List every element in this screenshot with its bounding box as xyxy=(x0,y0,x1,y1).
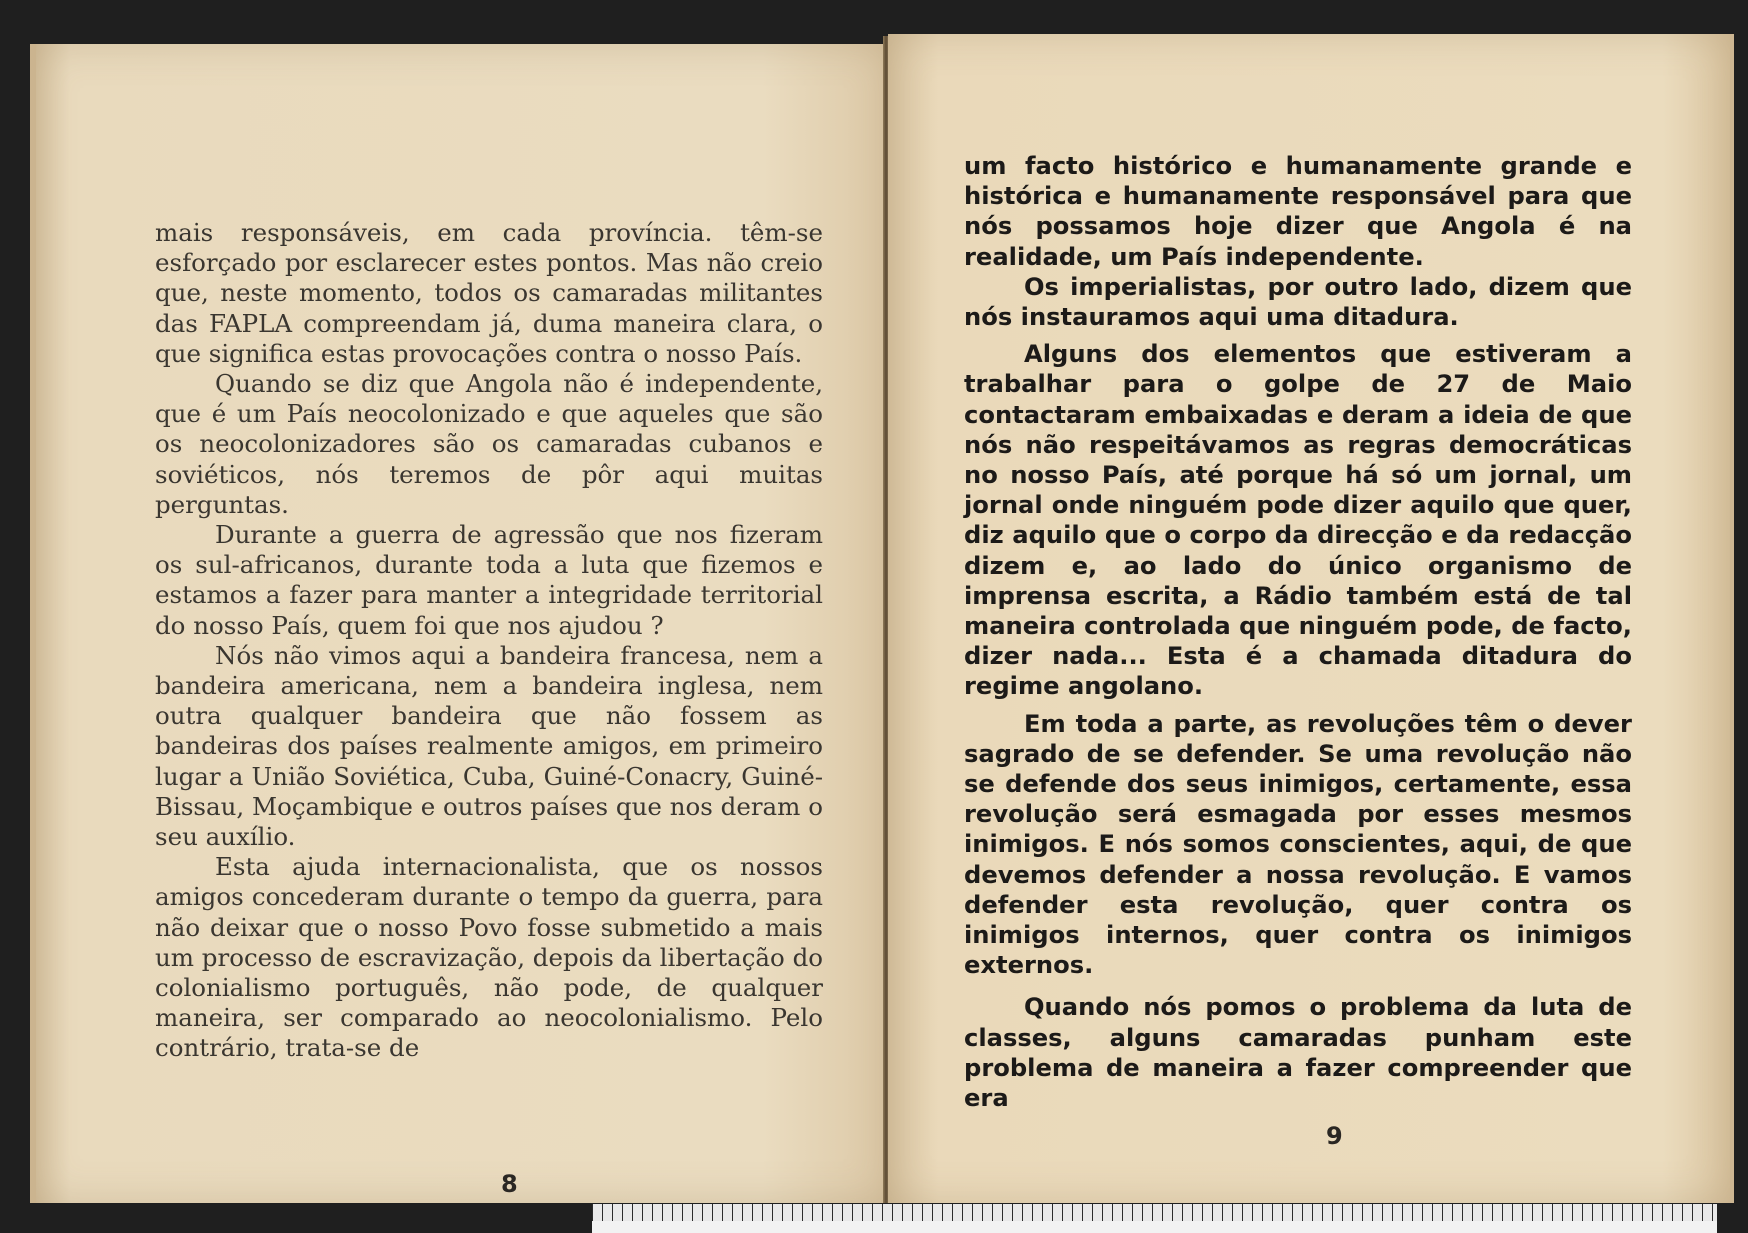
left-page xyxy=(30,44,891,1203)
right-paragraph-5: Quando nós pomos o problema da luta de classes, alguns camaradas punham este problema de maneira a fazer compreender que era xyxy=(964,993,1632,1113)
right-paragraph-1: um facto histórico e humanamente grande e histórica e humanamente responsável para que nós possamos hoje dizer que Angola é na realidade, um País independente. xyxy=(964,152,1632,271)
right-page-text xyxy=(964,151,1632,1113)
left-paragraph-1: mais responsáveis, em cada província. têm-se esforçado por esclarecer estes pontos. Mas não creio que, neste momento, todos os camaradas militantes das FAPLA compreendam já, duma maneira clara, o que significa estas provocações contra o nosso País. xyxy=(155,218,823,368)
right-page xyxy=(888,34,1734,1203)
book-spread xyxy=(30,28,1730,1203)
left-page-number: 8 xyxy=(501,1170,518,1198)
left-paragraph-3: Durante a guerra de agressão que nos fizeram os sul-africanos, durante toda a luta que fizemos e estamos a fazer para manter a integridade territorial do nosso País, quem foi que nos ajudou ? xyxy=(155,520,823,640)
right-paragraph-4: Em toda a parte, as revoluções têm o dever sagrado de se defender. Se uma revolução não se defende dos seus inimigos, certamente, essa revolução será esmagada por esses mesmos inimigos. E nós somos conscientes, aqui, de que devemos defender a nossa revolução. E vamos defender esta revolução, quer contra os inimigos internos, quer contra os inimigos externos. xyxy=(964,709,1632,980)
left-paragraph-5: Esta ajuda internacionalista, que os nossos amigos concederam durante o tempo da guerra, para não deixar que o nosso Povo fosse submetido a mais um processo de escravização, depois da libertação do colonialismo português, não pode, de qualquer maneira, ser comparado ao neocolonialismo. Pelo contrário, trata-se de xyxy=(155,852,823,1063)
right-paragraph-2: Os imperialistas, por outro lado, dizem que nós instauramos aqui uma ditadura. xyxy=(964,272,1632,332)
left-paragraph-2: Quando se diz que Angola não é independente, que é um País neocolonizado e que aqueles que são os neocolonizadores são os camaradas cubanos e soviéticos, nós teremos de pôr aqui muitas perguntas. xyxy=(155,369,823,519)
right-paragraph-3: Alguns dos elementos que estiveram a trabalhar para o golpe de 27 de Maio contactaram embaixadas e deram a ideia de que nós não respeitávamos as regras democráticas no nosso País, até porque há só um jornal, um jornal onde ninguém pode dizer aquilo que quer, diz aquilo que o corpo da direcção e da redacção dizem e, ao lado do único organismo de imprensa escrita, a Rádio também está de tal maneira controlada que ninguém pode, de facto, dizer nada... Esta é a chamada ditadura do regime angolano. xyxy=(964,340,1632,701)
right-page-number: 9 xyxy=(1326,1122,1343,1150)
measurement-ruler xyxy=(592,1204,1717,1233)
left-page-text xyxy=(155,218,823,1064)
left-paragraph-4: Nós não vimos aqui a bandeira francesa, nem a bandeira americana, nem a bandeira inglesa, nem outra qualquer bandeira que não fossem as bandeiras dos países realmente amigos, em primeiro lugar a União Soviética, Cuba, Guiné-Conacry, Guiné-Bissau, Moçambique e outros países que nos deram o seu auxílio. xyxy=(155,640,823,852)
